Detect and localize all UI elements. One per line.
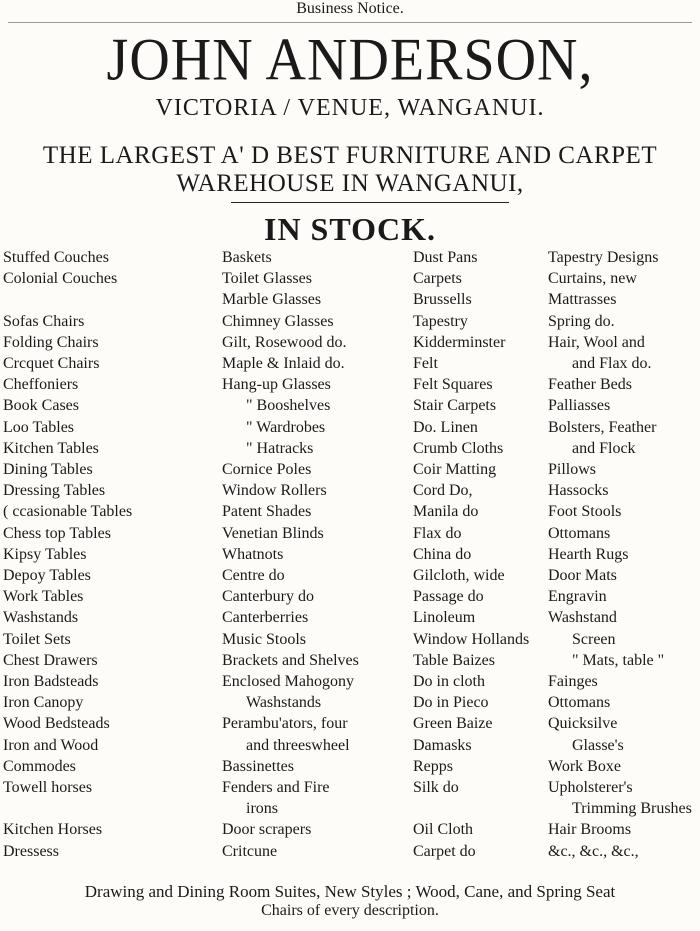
merchant-name: JOHN ANDERSON,: [106, 26, 594, 94]
stock-item: Do in Pieco: [413, 694, 489, 712]
stock-item: Bolsters, Feather: [548, 418, 657, 436]
stock-item: Colonial Couches: [3, 270, 118, 288]
stock-item: Feather Beds: [548, 376, 632, 394]
stock-item: Dining Tables: [3, 461, 93, 478]
stock-item: Gilt, Rosewood do.: [222, 333, 347, 351]
stock-item: Spring do.: [548, 312, 615, 330]
stock-item: Green Baize: [413, 715, 493, 733]
stock-item: Felt Squares: [413, 376, 493, 394]
stock-item: Perambu'ators, four: [222, 715, 348, 733]
section-title: IN STOCK.: [263, 211, 436, 247]
stock-item: Kidderminster: [413, 333, 506, 351]
stock-item: Passage do: [413, 588, 484, 606]
stock-item: Commodes: [3, 757, 76, 775]
stock-item: Wood Bedsteads: [3, 715, 110, 733]
stock-item: Quicksilve: [548, 715, 618, 733]
stock-item: " Wardrobes: [246, 418, 326, 436]
stock-item: &c., &c., &c.,: [548, 842, 639, 860]
stock-item: Silk do: [413, 779, 459, 796]
stock-item: Maple & Inlaid do.: [222, 355, 345, 372]
stock-item: Washstands: [3, 609, 79, 627]
stock-item: Glasse's: [572, 736, 624, 754]
footer-line-2: Chairs of every description.: [261, 902, 439, 919]
stock-item: Brussells: [413, 291, 472, 309]
stock-item: Table Baizes: [413, 651, 495, 669]
stock-item: Repps: [413, 757, 453, 775]
stock-item: Brackets and Shelves: [222, 651, 359, 669]
stock-item: Work Tables: [3, 588, 84, 606]
stock-item: Carpet do: [413, 842, 476, 860]
stock-item: irons: [246, 800, 278, 818]
stock-item: Carpets: [413, 270, 462, 288]
stock-item: Flax do: [413, 524, 462, 542]
stock-item: Kipsy Tables: [3, 545, 87, 563]
stock-item: Kitchen Tables: [3, 439, 99, 457]
stock-item: Do in cloth: [413, 673, 485, 690]
stock-item: Toilet Glasses: [222, 270, 312, 288]
stock-item: Manila do: [413, 503, 479, 521]
stock-item: Dust Pans: [413, 249, 478, 266]
stock-item: Fenders and Fire: [222, 779, 330, 796]
headline-line-2: WAREHOUSE IN WANGANUI,: [176, 170, 524, 197]
stock-item: Baskets: [222, 249, 272, 266]
stock-item: Engravin: [548, 588, 607, 606]
stock-item: Hair Brooms: [548, 821, 632, 839]
stock-item: Music Stools: [222, 630, 307, 648]
merchant-address: VICTORIA / VENUE, WANGANUI.: [155, 95, 545, 121]
stock-item: Pillows: [548, 461, 597, 478]
stock-item: Chest Drawers: [3, 651, 98, 669]
stock-item: Door scrapers: [222, 821, 312, 839]
stock-item: Stair Carpets: [413, 397, 497, 415]
stock-item: " Hatracks: [246, 439, 314, 457]
stock-item: Patent Shades: [222, 503, 312, 521]
stock-item: Enclosed Mahogony: [222, 673, 354, 690]
stock-item: Hair, Wool and: [548, 333, 645, 351]
stock-item: Tapestry: [413, 312, 468, 330]
stock-item: Crcquet Chairs: [3, 355, 100, 372]
stock-item: Do. Linen: [413, 418, 478, 436]
stock-item: Curtains, new: [548, 270, 637, 288]
stock-item: " Mats, table ": [572, 651, 665, 669]
stock-item: and threeswheel: [246, 736, 350, 754]
stock-item: Hang-up Glasses: [222, 376, 331, 394]
stock-item: Window Rollers: [222, 482, 327, 500]
stock-item: Linoleum: [413, 609, 476, 627]
stock-item: and Flax do.: [572, 355, 652, 372]
stock-item: China do: [413, 545, 472, 563]
stock-item: Chimney Glasses: [222, 312, 334, 330]
stock-item: Kitchen Horses: [3, 821, 103, 839]
stock-item: Cheffoniers: [3, 376, 79, 394]
stock-item: Foot Stools: [548, 503, 622, 521]
stock-item: Iron and Wood: [3, 736, 99, 754]
stock-item: Cornice Poles: [222, 461, 312, 478]
stock-item: Mattrasses: [548, 291, 617, 309]
stock-item: Tapestry Designs: [548, 249, 659, 266]
headline-line-1: THE LARGEST A' D BEST FURNITURE AND CARPET: [42, 142, 658, 169]
stock-item: Depoy Tables: [3, 567, 91, 584]
footer-line-1: Drawing and Dining Room Suites, New Styles ; Wood, Cane, and Spring Seat: [84, 882, 616, 901]
stock-item: Cord Do,: [413, 482, 473, 500]
stock-item: Oil Cloth: [413, 821, 474, 839]
stock-item: Loo Tables: [3, 418, 75, 436]
top-divider: [8, 22, 692, 23]
stock-item: Dressess: [3, 842, 59, 860]
stock-item: Screen: [572, 630, 616, 648]
stock-item: Chess top Tables: [3, 524, 111, 542]
notice-heading: Business Notice.: [296, 0, 404, 17]
stock-item: Fainges: [548, 673, 598, 690]
stock-item: Damasks: [413, 736, 472, 754]
stock-item: Iron Canopy: [3, 694, 84, 712]
stock-item: " Booshelves: [246, 397, 331, 415]
stock-item: Critcune: [222, 842, 278, 860]
stock-item: Ottomans: [548, 694, 611, 712]
stock-item: Toilet Sets: [3, 630, 71, 648]
stock-item: Door Mats: [548, 567, 617, 584]
stock-item: Work Boxe: [548, 757, 621, 775]
stock-item: Dressing Tables: [3, 482, 106, 500]
stock-item: Canterbury do: [222, 588, 314, 606]
stock-item: Whatnots: [222, 545, 284, 563]
stock-item: Palliasses: [548, 397, 611, 415]
stock-item: Hearth Rugs: [548, 545, 629, 563]
stock-item: Stuffed Couches: [3, 249, 109, 266]
stock-item: Marble Glasses: [222, 291, 322, 309]
stock-item: Upholsterer's: [548, 779, 633, 796]
stock-item: Centre do: [222, 567, 285, 584]
stock-item: Venetian Blinds: [222, 524, 324, 542]
stock-item: Crumb Cloths: [413, 439, 504, 457]
stock-item: ( ccasionable Tables: [3, 503, 133, 521]
stock-item: Washstand: [548, 609, 617, 627]
stock-item: Washstands: [246, 694, 322, 712]
stock-item: Coir Matting: [413, 461, 497, 478]
stock-item: Window Hollands: [413, 630, 530, 648]
stock-item: Felt: [413, 355, 438, 372]
stock-item: Ottomans: [548, 524, 611, 542]
stock-item: Hassocks: [548, 482, 609, 500]
stock-item: Trimming Brushes: [572, 800, 692, 818]
stock-item: Book Cases: [3, 397, 79, 415]
stock-item: Sofas Chairs: [3, 312, 85, 330]
stock-item: Iron Badsteads: [3, 673, 99, 690]
section-divider: [231, 202, 509, 203]
stock-item: Gilcloth, wide: [413, 567, 505, 584]
stock-item: Canterberries: [222, 609, 309, 627]
stock-item: Folding Chairs: [3, 333, 99, 351]
stock-item: Bassinettes: [222, 757, 294, 775]
stock-item: Towell horses: [3, 779, 93, 796]
stock-item: and Flock: [572, 439, 636, 457]
